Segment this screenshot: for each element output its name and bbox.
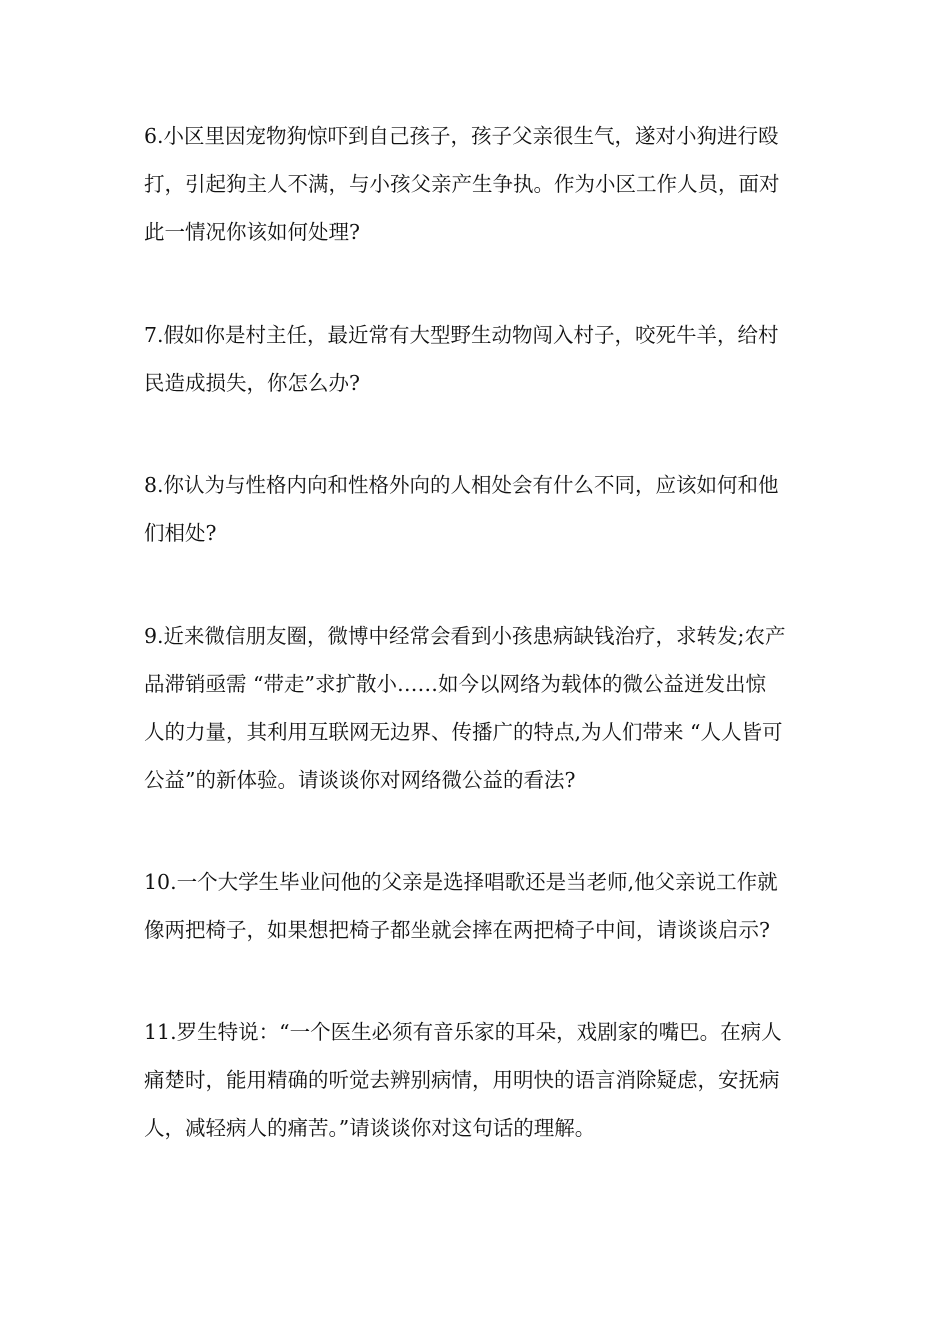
question-line: 品滞销亟需 “带走”求扩散小……如今以网络为载体的微公益迸发出惊 [144, 672, 766, 696]
question-line: 人的力量，其利用互联网无边界、传播广的特点,为人们带来 “人人皆可 [144, 720, 783, 744]
question-line: 此一情况你该如何处理? [144, 220, 360, 244]
question-line: 痛楚时，能用精确的听觉去辨别病情，用明快的语言消除疑虑，安抚病 [144, 1068, 780, 1092]
question-10 [144, 858, 814, 954]
question-line: 像两把椅子，如果想把椅子都坐就会摔在两把椅子中间，请谈谈启示? [144, 918, 770, 942]
question-line: 打，引起狗主人不满，与小孩父亲产生争执。作为小区工作人员，面对 [144, 172, 780, 196]
question-line: 们相处? [144, 521, 217, 545]
question-line: 8.你认为与性格内向和性格外向的人相处会有什么不同，应该如何和他 [144, 473, 779, 497]
question-11 [144, 1008, 814, 1152]
question-line: 6.小区里因宠物狗惊吓到自己孩子，孩子父亲很生气，遂对小狗进行殴 [144, 124, 779, 148]
question-line: 7.假如你是村主任，最近常有大型野生动物闯入村子，咬死牛羊，给村 [144, 323, 779, 347]
question-9 [144, 612, 814, 804]
question-line: 人，减轻病人的痛苦。”请谈谈你对这句话的理解。 [144, 1116, 596, 1140]
question-line: 10.一个大学生毕业问他的父亲是选择唱歌还是当老师,他父亲说工作就 [144, 870, 778, 894]
question-line: 公益”的新体验。请谈谈你对网络微公益的看法? [144, 768, 576, 792]
question-8 [144, 461, 814, 557]
question-line: 民造成损失，你怎么办? [144, 371, 360, 395]
question-7 [144, 311, 814, 407]
question-6 [144, 112, 814, 256]
question-line: 9.近来微信朋友圈，微博中经常会看到小孩患病缺钱治疗，求转发;农产 [144, 624, 786, 648]
question-line: 11.罗生特说：“一个医生必须有音乐家的耳朵，戏剧家的嘴巴。在病人 [144, 1020, 782, 1044]
